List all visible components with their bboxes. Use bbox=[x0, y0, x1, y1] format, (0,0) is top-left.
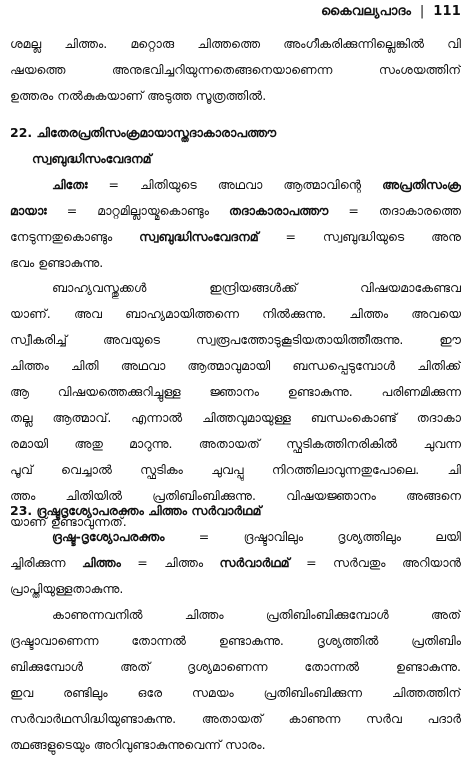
sutra-heading-line: 23. ദ്രഷ്ടൃദൃശ്യോപരക്തം ചിത്തം സർവാർഥമ് bbox=[10, 503, 262, 518]
gloss-text: ച്ചിരിക്കുന്ന bbox=[10, 555, 82, 570]
intro-line: ഉത്തരം നൽകുകയാണ് അടുത്ത സൂത്രത്തിൽ. bbox=[10, 88, 267, 103]
book-title: കൈവല്യപാദം bbox=[320, 4, 412, 19]
sutra-23-heading bbox=[10, 498, 461, 524]
sutra-heading-line: 22. ചിതേരപ്രതിസംക്രമായാസ്തദാകാരാപത്തൗ bbox=[10, 125, 277, 140]
gloss-term: അപ്രതിസംക്ര bbox=[382, 177, 461, 192]
commentary-line: പൂവ് വെച്ചാൽ സ്ഫടികം ചുവപ്പു നിറത്തിലാവുന്നതുപോലെ. ചി bbox=[10, 462, 461, 477]
commentary-line: ത്ഥങ്ങളുടെയും അറിവുണ്ടാകുന്നുവെന്ന് സാരം. bbox=[10, 737, 266, 752]
page-number: 111 bbox=[433, 4, 461, 19]
header-separator: | bbox=[419, 4, 425, 19]
gloss-term: ചിത്തം bbox=[82, 555, 121, 570]
intro-line: ഷയത്തെ അനുഭവിച്ചറിയുന്നതെങ്ങനെയാണെന്ന സംശയത്തിന് bbox=[10, 62, 461, 77]
sutra-23-gloss bbox=[10, 524, 461, 602]
gloss-text: = ദ്രഷ്ടാവിലും ദൃശ്യത്തിലും ലയി bbox=[164, 529, 461, 544]
gloss-line bbox=[10, 198, 461, 224]
intro-paragraph bbox=[10, 31, 461, 109]
commentary-line: ആ വിഷയത്തെക്കുറിച്ചുള്ള ജ്ഞാനം ഉണ്ടാകുന്നു. പരിണമിക്കുന്ന bbox=[10, 384, 461, 399]
gloss-text: നേടുന്നതുകൊണ്ടും bbox=[10, 229, 140, 244]
running-header bbox=[321, 4, 461, 19]
gloss-text: = സർവതും അറിയാൻ bbox=[289, 555, 461, 570]
gloss-term: സ്വബുദ്ധിസംവേദനമ് bbox=[139, 229, 259, 244]
commentary-line: ചിത്തം ചിതി അഥവാ ആത്മാവുമായി ബന്ധപ്പെടുമ്പോൾ ചിതിക്ക് bbox=[10, 358, 461, 373]
gloss-line: ഭവം ഉണ്ടാകുന്നു. bbox=[10, 255, 104, 270]
commentary-line: കാണുന്നവനിൽ ചിത്തം പ്രതിബിംബിക്കുമ്പോൾ അത് bbox=[52, 607, 461, 622]
gloss-term: തദാകാരാപത്തൗ bbox=[228, 203, 329, 218]
commentary-line: രമായി അതു മാറുന്നു. അതായത് സ്ഫടികത്തിനരികിൽ ചുവന്ന bbox=[10, 436, 461, 451]
gloss-term: മായാഃ bbox=[10, 203, 47, 218]
gloss-line bbox=[10, 172, 461, 198]
gloss-term: ചിതേഃ bbox=[52, 177, 88, 192]
gloss-term: ദ്രഷ്ടൃ-ദൃശ്യോപരക്തം bbox=[52, 529, 165, 544]
gloss-line bbox=[10, 550, 461, 576]
commentary-line: തല്ല ആത്മാവ്. എന്നാൽ ചിത്തവുമായുള്ള ബന്ധംകൊണ്ട് തദാകാ bbox=[10, 410, 461, 425]
gloss-term: സർവാർഥമ് bbox=[219, 555, 290, 570]
sutra-22-heading bbox=[10, 120, 461, 172]
sutra-23-commentary bbox=[10, 602, 461, 758]
gloss-line bbox=[10, 224, 461, 250]
commentary-line: ത്തം ചിതിയിൽ പ്രതിബിംബിക്കുന്നു. വിഷയജ്ഞാനം അങ്ങനെ bbox=[10, 488, 461, 503]
gloss-line: പ്രാപ്തിയുള്ളതാകുന്നു. bbox=[10, 581, 124, 596]
commentary-line: ഇവ രണ്ടിലും ഒരേ സമയം പ്രതിബിംബിക്കുന്ന ചിത്തത്തിന് bbox=[10, 685, 461, 700]
commentary-line: യാണ്. അവ ബാഹ്യമായിത്തന്നെ നിൽക്കുന്നു. ചിത്തം അവയെ bbox=[10, 306, 461, 321]
gloss-text: = മാറ്റമില്ലായ്മകൊണ്ടും bbox=[46, 203, 229, 218]
gloss-line bbox=[10, 524, 461, 550]
gloss-text: = ചിത്തം bbox=[120, 555, 220, 570]
commentary-line: ദ്രഷ്ടാവാണെന്ന തോന്നൽ ഉണ്ടാകുന്നു. ദൃശ്യത്തിൽ പ്രതിബിം bbox=[10, 633, 461, 648]
commentary-line: സ്വീകരിച്ച് അവയുടെ സ്വരൂപത്തോടുകൂടിയതായിത്തീരുന്നു. ഈ bbox=[10, 332, 461, 347]
gloss-text: = ചിതിയുടെ അഥവാ ആത്മാവിന്റെ bbox=[87, 177, 383, 192]
commentary-line: സർവാർഥസിദ്ധിയുണ്ടാകുന്നു. അതായത് കാണുന്ന സർവ പദാർ bbox=[10, 711, 461, 726]
commentary-line: ബാഹ്യവസ്തുക്കൾ ഇന്ദ്രിയങ്ങൾക്ക് വിഷയമാകേണ്ടവ bbox=[52, 280, 461, 295]
sutra-22-gloss bbox=[10, 172, 461, 276]
commentary-line: യാണ് ഉണ്ടാവുന്നത്. bbox=[10, 514, 127, 529]
intro-line: ശമല്ല ചിത്തം. മറ്റൊരു ചിത്തത്തെ അംഗീകരിക്കുന്നില്ലെങ്കിൽ വി bbox=[10, 36, 461, 51]
sutra-22-commentary bbox=[10, 275, 461, 535]
gloss-text: = തദാകാരത്തെ bbox=[328, 203, 461, 218]
gloss-text: = സ്വബുദ്ധിയുടെ അനു bbox=[258, 229, 461, 244]
commentary-line: ബിക്കുമ്പോൾ അത് ദൃശ്യമാണെന്ന തോന്നൽ ഉണ്ടാകുന്നു. bbox=[10, 659, 461, 674]
sutra-heading-line: സ്വബുദ്ധിസംവേദനമ് bbox=[32, 151, 152, 166]
